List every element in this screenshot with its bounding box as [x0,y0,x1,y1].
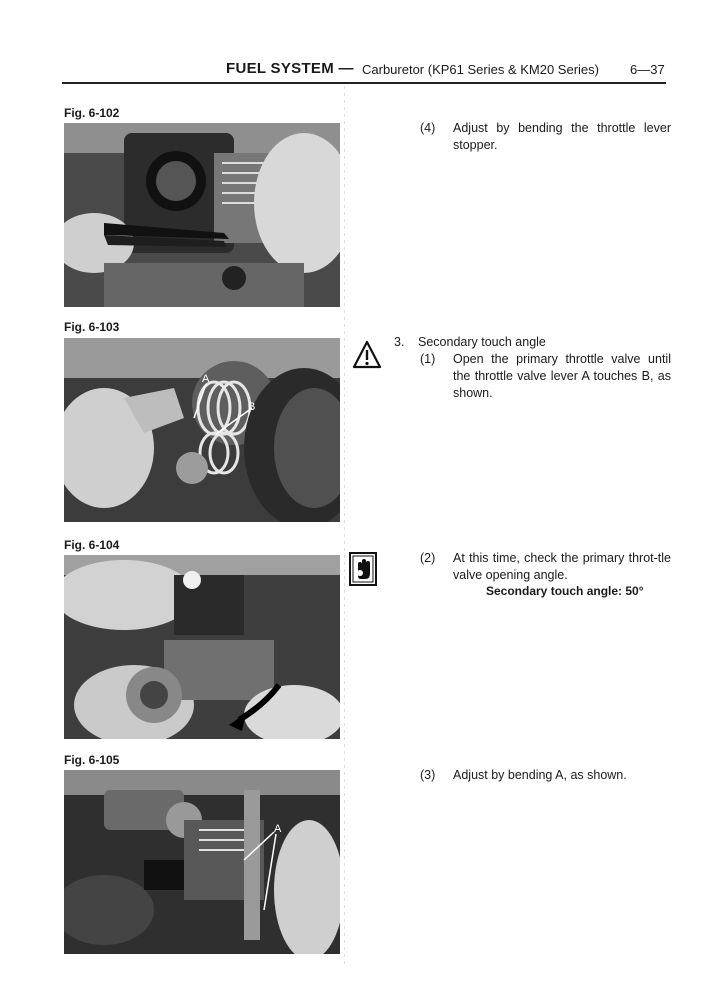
figure-photo-6-103 [64,338,340,522]
step-3-heading [394,334,674,352]
step-number: (3) [420,768,436,782]
step-4 [420,120,680,160]
figure-photo-6-105 [64,770,340,954]
step-number: (4) [420,121,436,135]
step-number: (2) [420,551,436,565]
callout-a: A [202,373,210,385]
figure-photo-6-104 [64,555,340,739]
step-text: At this time, check the primary throt-tle valve opening angle. [453,551,671,582]
page-header [0,58,720,82]
step-text: Adjust by bending the throttle lever stopper. [453,121,671,152]
step-number: 3. [394,335,405,349]
step-text: Open the primary throttle valve until the throttle valve lever A touches B, as shown. [453,352,671,400]
figure-label-6-105: Fig. 6-105 [64,753,120,767]
step-3-1 [420,351,680,411]
figure-label-6-104: Fig. 6-104 [64,538,120,552]
page-number: 6—37 [630,62,665,77]
warning-icon [352,340,382,375]
step-text: Secondary touch angle [418,335,546,349]
measure-hand-icon [349,552,377,591]
figure-label-6-103: Fig. 6-103 [64,320,120,334]
callout-a: A [274,823,282,835]
step-3-3 [420,767,680,787]
header-rule [62,82,666,84]
column-divider [344,86,345,966]
callout-b: B [248,401,256,413]
step-text: Adjust by bending A, as shown. [453,768,627,782]
section-title: FUEL SYSTEM — [226,60,354,77]
figure-label-6-102: Fig. 6-102 [64,106,120,120]
spec-secondary-touch-angle: Secondary touch angle: 50° [486,584,644,598]
figure-photo-6-102 [64,123,340,307]
step-number: (1) [420,352,436,366]
section-subtitle: Carburetor (KP61 Series & KM20 Series) [362,62,599,77]
